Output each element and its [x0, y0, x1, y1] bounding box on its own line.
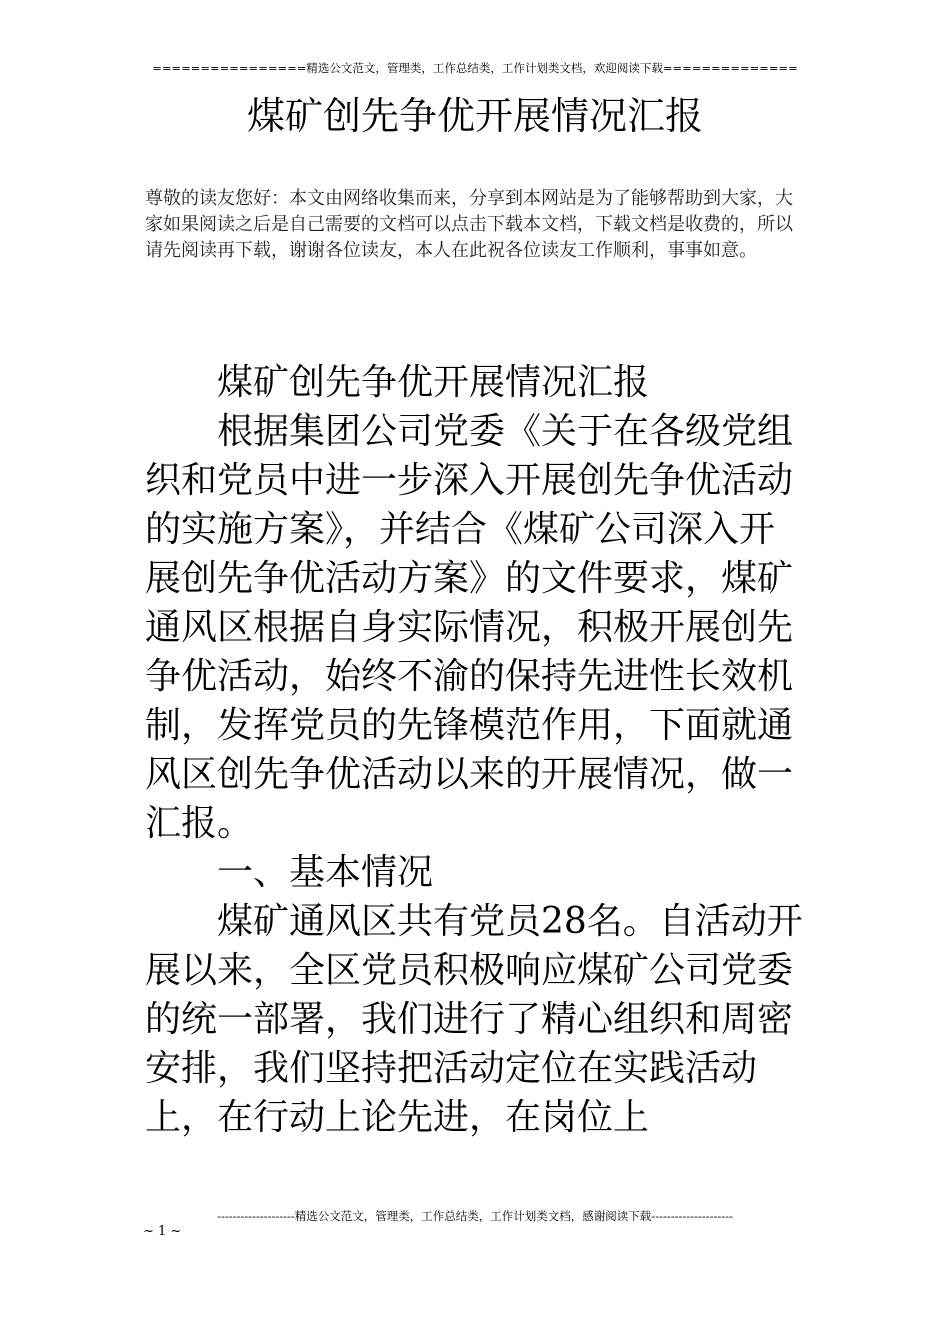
body-paragraph-basic-situation: 煤矿通风区共有党员28名。自活动开展以来，全区党员积极响应煤矿公司党委的统一部署，我们进行了精心组织和周密安排，我们坚持把活动定位在实践活动上，在行动上论先进，在岗位上 — [145, 901, 803, 1138]
header-banner: ================精选公文范文，管理类，工作总结类，工作计划类文档，欢迎阅读下载============== — [152, 61, 798, 75]
section-heading-basic-situation: 一、基本情况 — [217, 852, 434, 893]
body-paragraph-intro: 根据集团公司党委《关于在各级党组织和党员中进一步深入开展创先争优活动的实施方案》，并结合《煤矿公司深入开展创先争优活动方案》的文件要求，煤矿通风区根据自身实际情况，积极开展创先争优活动，始终不渝的保持先进性长效机制，发挥党员的先锋模范作用，下面就通风区创先争优活动以来的开展情况，做一汇报。 — [145, 411, 794, 844]
footer-banner: --------------------精选公文范文，管理类，工作总结类，工作计划类文档，感谢阅读下载--------------------- — [217, 1209, 733, 1223]
document-title: 煤矿创先争优开展情况汇报 — [246, 94, 703, 138]
reader-notice: 尊敬的读友您好：本文由网络收集而来，分享到本网站是为了能够帮助到大家，大家如果阅读之后是自己需要的文档可以点击下载本文档，下载文档是收费的，所以请先阅读再下载，谢谢各位读友，本人在此祝各位读友工作顺利，事事如意。 — [145, 188, 793, 261]
document-body — [145, 358, 810, 1142]
page-number: ~ 1 ~ — [143, 1224, 182, 1239]
body-paragraph-heading: 煤矿创先争优开展情况汇报 — [217, 362, 650, 403]
